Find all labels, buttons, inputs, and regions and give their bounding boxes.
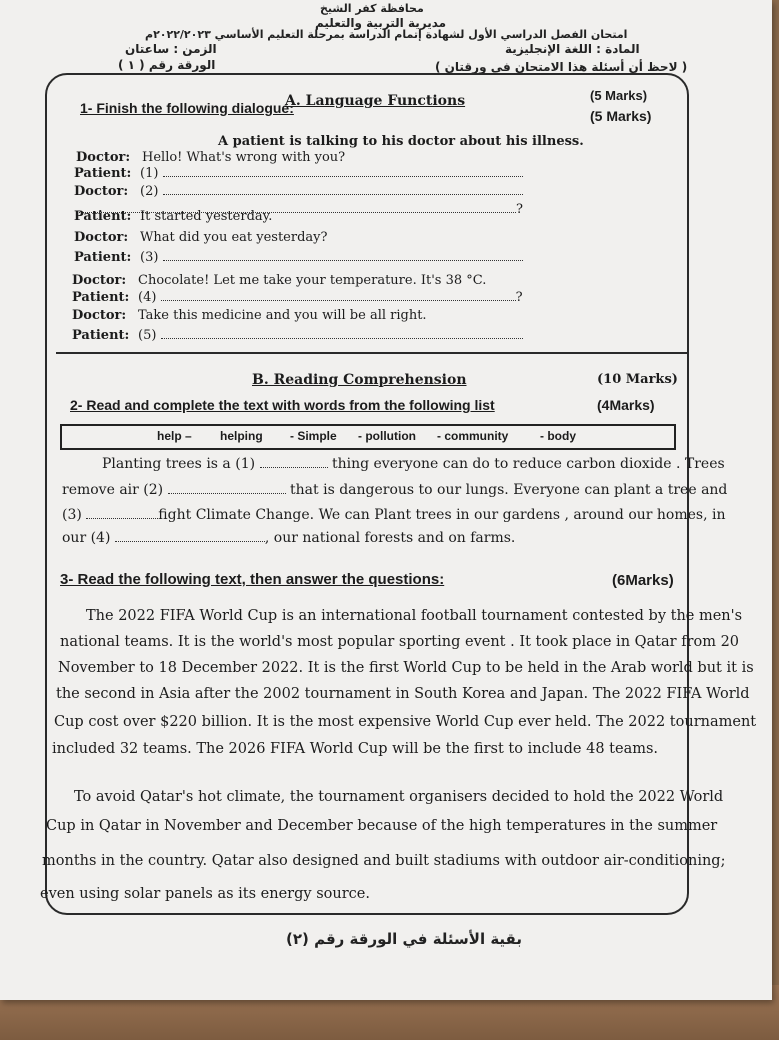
- word-option: - community: [437, 429, 509, 443]
- passage-line: even using solar panels as its energy source.: [40, 886, 370, 902]
- cloze-blank-4[interactable]: [115, 531, 265, 542]
- dialogue-line: Doctor: Hello! What's wrong with you?: [76, 150, 346, 165]
- passage-line: included 32 teams. The 2026 FIFA World Cup will be the first to include 48 teams.: [52, 741, 659, 757]
- dialogue-line: Patient: (1): [74, 166, 523, 181]
- word-list-box: [60, 424, 676, 450]
- passage-line: the second in Asia after the 2002 tournament in South Korea and Japan. The 2022 FIFA World: [56, 686, 750, 702]
- answer-blank-5[interactable]: [161, 328, 523, 339]
- time-label: الزمن : ساعتان: [125, 42, 217, 56]
- cloze-blank-3[interactable]: [86, 508, 158, 519]
- word-option: - pollution: [358, 429, 416, 443]
- cloze-line: our (4) , our national forests and on farms.: [62, 530, 516, 546]
- dialogue-line: Patient: It started yesterday.: [74, 209, 273, 224]
- cloze-line: Planting trees is a (1) thing everyone can do to reduce carbon dioxide . Trees: [102, 456, 725, 472]
- word-option: help –: [157, 429, 192, 443]
- passage-line: November to 18 December 2022. It is the first World Cup to be held in the Arab world but it is: [58, 660, 754, 676]
- cloze-blank-1[interactable]: [260, 457, 328, 468]
- section-a-title: A. Language Functions: [285, 93, 466, 109]
- cloze-blank-2[interactable]: [168, 483, 286, 494]
- section-divider: [56, 352, 688, 354]
- q3-marks: (6Marks): [612, 572, 674, 589]
- exam-note: ( لاحظ أن أسئلة هذا الامتحان في ورقتان ): [435, 60, 688, 74]
- word-option: - body: [540, 429, 576, 443]
- dialogue-line: Doctor: (2): [74, 184, 523, 199]
- sheet-number: الورقة رقم ( ١ ): [118, 58, 216, 72]
- section-b-title: B. Reading Comprehension: [252, 372, 467, 388]
- word-option: - Simple: [290, 429, 337, 443]
- passage-line: To avoid Qatar's hot climate, the tournament organisers decided to hold the 2022 World: [74, 789, 724, 805]
- dialogue-line: Doctor: What did you eat yesterday?: [74, 230, 328, 245]
- passage-line: Cup in Qatar in November and December because of the high temperatures in the summer: [46, 818, 718, 834]
- section-a-marks: (5 Marks): [590, 88, 648, 103]
- passage-line: national teams. It is the world's most popular sporting event . It took place in Qatar from 20: [60, 634, 740, 650]
- q3-title: 3- Read the following text, then answer the questions:: [60, 571, 445, 588]
- dialogue-line: Patient: (3): [74, 250, 523, 265]
- cloze-line: remove air (2) that is dangerous to our lungs. Everyone can plant a tree and: [62, 482, 728, 498]
- cloze-line: (3) fight Climate Change. We can Plant trees in our gardens , around our homes, in: [62, 507, 726, 523]
- word-option: helping: [220, 429, 263, 443]
- dialogue-line: Doctor: Take this medicine and you will be all right.: [72, 308, 427, 323]
- answer-blank-1[interactable]: [163, 166, 523, 177]
- answer-blank-2[interactable]: [163, 184, 523, 195]
- dialogue-intro: A patient is talking to his doctor about his illness.: [218, 134, 584, 149]
- q1-marks: (5 Marks): [590, 108, 652, 124]
- governorate-label: محافظة كفر الشيخ: [320, 2, 424, 15]
- dialogue-line: ?: [76, 202, 531, 217]
- q2-marks: (4Marks): [597, 397, 655, 413]
- subject-label: المادة : اللغة الإنجليزية: [505, 42, 640, 56]
- dialogue-line: Patient: (4) ?: [72, 290, 523, 305]
- answer-blank-4[interactable]: [161, 290, 516, 301]
- directorate-label: مديرية التربية والتعليم: [315, 16, 447, 30]
- answer-blank-3[interactable]: [163, 250, 523, 261]
- section-b-marks: (10 Marks): [597, 372, 678, 387]
- continue-note: بقية الأسئلة في الورقة رقم (٢): [286, 930, 522, 948]
- dialogue-line: Doctor: Chocolate! Let me take your temperature. It's 38 °C.: [72, 273, 487, 288]
- q2-title: 2- Read and complete the text with words from the following list: [70, 397, 495, 413]
- passage-line: Cup cost over $220 billion. It is the most expensive World Cup ever held. The 2022 tournament: [54, 714, 757, 730]
- passage-line: months in the country. Qatar also designed and built stadiums with outdoor air-conditioning;: [42, 853, 726, 869]
- exam-title: امتحان الفصل الدراسي الأول لشهادة إتمام الدراسة بمرحلة التعليم الأساسي ٢٠٢٢/٢٠٢٣م: [145, 28, 628, 41]
- q1-title: 1- Finish the following dialogue:: [80, 100, 294, 116]
- dialogue-line: Patient: (5): [72, 328, 523, 343]
- passage-line: The 2022 FIFA World Cup is an international football tournament contested by the men's: [86, 608, 743, 624]
